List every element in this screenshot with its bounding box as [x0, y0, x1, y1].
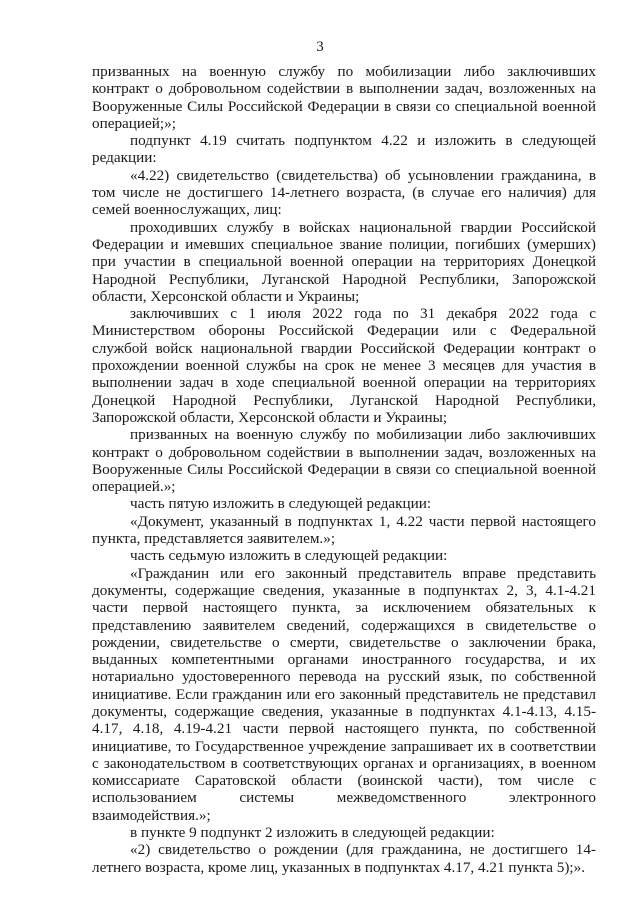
paragraph-point-nine-intro: в пункте 9 подпункт 2 изложить в следующей редакции: — [130, 824, 495, 842]
paragraph-contract-2022: заключивших с 1 июля 2022 года по 31 декабря 2022 года с Министерством обороны Российской Федерации или с Федеральной службой войск национальной гвардии Российской Федерации контракт о прохождении военной службы на срок не менее 3 месяцев для участия в выполнении задач в ходе специальной военной операции на территориях Донецкой Народной Республики, Луганской Народной Республики, Запорожской области, Херсонской области и Украины; — [92, 305, 596, 426]
paragraph-part-seven-intro: часть седьмую изложить в следующей редакции: — [130, 547, 448, 565]
page-number: 3 — [316, 39, 324, 55]
paragraph-subpoint-renumber: подпункт 4.19 считать подпунктом 4.22 и изложить в следующей редакции: — [92, 132, 596, 167]
paragraph-national-guard: проходивших службу в войсках национальной гвардии Российской Федерации и имевших специальное звание полиции, погибших (умерших) при участии в специальной военной операции на территориях Донецкой Народной Республики, Луганской Народной Республики, Запорожской области, Херсонской области и Украины; — [92, 218, 596, 305]
paragraph-point-nine-text: «2) свидетельство о рождении (для гражданина, не достигшего 14-летнего возраста, кроме лиц, указанных в подпунктах 4.17, 4.21 пункта 5);». — [92, 841, 596, 876]
paragraph-part-five-text: «Документ, указанный в подпунктах 1, 4.22 части первой настоящего пункта, представляется заявителем.»; — [92, 512, 596, 548]
paragraph-part-seven-text: «Гражданин или его законный представитель вправе представить документы, содержащие сведения, указанные в подпунктах 2, 3, 4.1-4.21 части первой настоящего пункта, за исключением обязательных к представлению заявителем сведений, содержащихся в свидетельстве о рождении, свидетельстве о смерти, свидетельстве о заключении брака, выданных компетентными органами иностранного государства, и их нотариально удостоверенного перевода на русский язык, по собственной инициативе. Если гражданин или его законный представитель не представил документы, содержащие сведения, указанные в подпунктах 4.1-4.13, 4.15-4.17, 4.18, 4.19-4.21 части первой настоящего пункта, по собственной инициативе, то Государственное учреждение запрашивает их в соответствии с законодательством в соответствующих органах и организациях, в военном комиссариате Саратовской области (воинской части), том числе с использованием системы межведомственного электронного взаимодействия.»; — [92, 564, 596, 824]
paragraph-part-five-intro: часть пятую изложить в следующей редакции: — [130, 495, 432, 513]
document-body — [92, 63, 596, 876]
paragraph-mobilization: призванных на военную службу по мобилизации либо заключивших контракт о добровольном содействии в выполнении задач, возложенных на Вооруженные Силы Российской Федерации в связи со специальной военной операцией.»; — [92, 426, 596, 496]
paragraph-continuation: призванных на военную службу по мобилизации либо заключивших контракт о добровольном содействии в выполнении задач, возложенных на Вооруженные Силы Российской Федерации в связи со специальной военной операцией;»; — [92, 63, 596, 132]
paragraph-subpoint-4-22: «4.22) свидетельство (свидетельства) об усыновлении гражданина, в том числе не достигшего 14-летнего возраста, (в случае его наличия) для семей военнослужащих, лиц: — [92, 166, 596, 219]
